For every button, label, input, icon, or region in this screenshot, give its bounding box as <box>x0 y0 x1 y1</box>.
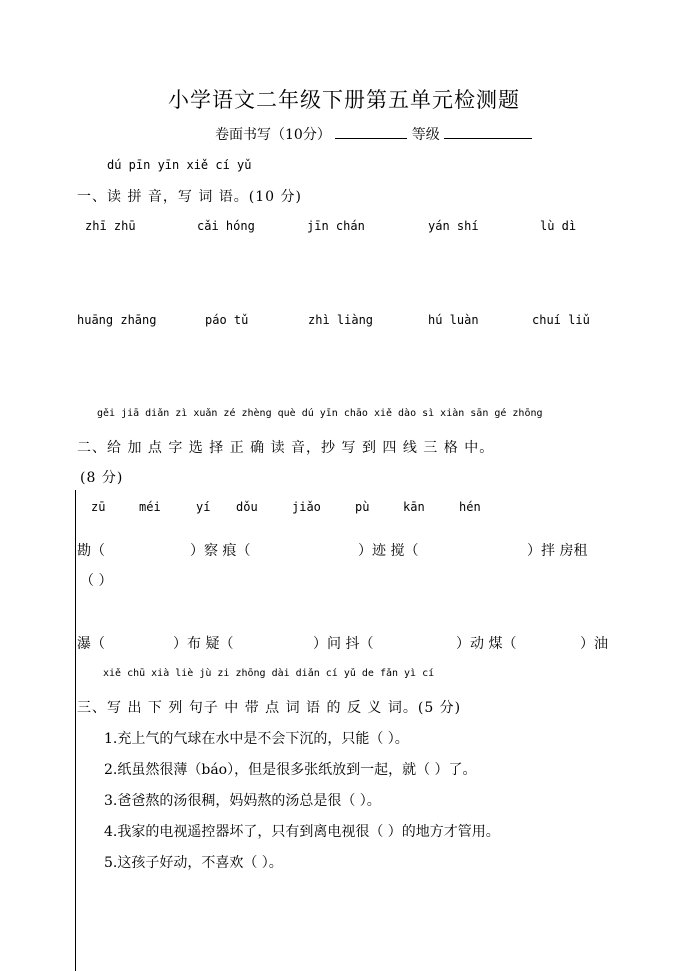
question-item: 5.这孩子好动，不喜欢（ ）。 <box>104 855 283 871</box>
pinyin-word: chuí liǔ <box>532 313 590 327</box>
pinyin-option: kān <box>403 500 425 514</box>
section2-pinyin-header: gěi jiā diǎn zì xuǎn zé zhèng què dú yīn chāo xiě dào sì xiàn sān gé zhōng <box>97 408 543 419</box>
section3-pinyin-header: xiě chū xià liè jù zi zhōng dài diǎn cí yǔ de fǎn yì cí <box>103 668 435 679</box>
pinyin-word: huāng zhāng <box>77 313 157 327</box>
word-you: ）油 <box>580 636 608 652</box>
page-title: 小学语文二年级下册第五单元检测题 <box>168 88 520 112</box>
pinyin-option: méi <box>139 500 161 514</box>
subtitle <box>215 124 532 144</box>
pinyin-word: cǎi hóng <box>197 219 255 233</box>
answer-blank-zu: （ ） <box>80 573 113 589</box>
word-zu: ）拌 房租 <box>527 543 588 559</box>
grade-blank[interactable] <box>444 126 532 139</box>
handwriting-score-label: 卷面书写（10分） <box>215 127 331 143</box>
word-yi: ）布 疑（ <box>173 636 234 652</box>
pinyin-word: jīn chán <box>307 219 365 233</box>
word-kan: 勘（ <box>77 543 105 559</box>
handwriting-blank[interactable] <box>335 126 407 139</box>
word-hen: ）察 痕（ <box>190 543 251 559</box>
question-item: 3.爸爸熬的汤很稠，妈妈熬的汤总是很（ ）。 <box>104 793 381 809</box>
pinyin-word: yán shí <box>428 219 479 233</box>
pinyin-word: zhì liàng <box>308 313 374 327</box>
pinyin-word: zhī zhū <box>85 219 136 233</box>
word-jiao: ）迹 搅（ <box>358 543 419 559</box>
section2-heading: 二、给 加 点 字 选 择 正 确 读 音，抄 写 到 四 线 三 格 中。 <box>77 440 495 456</box>
grade-label: 等级 <box>411 127 440 143</box>
section1-pinyin-header: dú pīn yīn xiě cí yǔ <box>107 158 252 172</box>
pinyin-word: lù dì <box>540 219 577 233</box>
word-dou: ）问 抖（ <box>313 636 374 652</box>
pinyin-option: hén <box>459 500 481 514</box>
margin-line <box>75 490 76 971</box>
pinyin-option: yí <box>196 500 211 514</box>
section1-heading: 一、读 拼 音，写 词 语。(10 分) <box>77 189 302 205</box>
pinyin-word: páo tǔ <box>205 313 249 327</box>
pinyin-word: hú luàn <box>428 313 479 327</box>
pinyin-option: jiǎo <box>292 500 321 514</box>
word-pu: 瀑（ <box>77 636 105 652</box>
pinyin-option: zū <box>91 500 106 514</box>
section3-heading: 三、写 出 下 列 句子 中 带 点 词 语 的 反 义 词。(5 分) <box>77 700 462 716</box>
pinyin-option: dǒu <box>236 500 258 514</box>
question-item: 2.纸虽然很薄（báo），但是很多张纸放到一起，就（ ）了。 <box>104 762 477 778</box>
pinyin-option: pù <box>355 500 370 514</box>
word-mei: ）动 煤（ <box>456 636 517 652</box>
question-item: 1.充上气的气球在水中是不会下沉的，只能（ ）。 <box>104 731 409 747</box>
section2-score: (8 分) <box>80 470 124 486</box>
question-item: 4.我家的电视遥控器坏了，只有到离电视很（ ）的地方才管用。 <box>104 824 500 840</box>
